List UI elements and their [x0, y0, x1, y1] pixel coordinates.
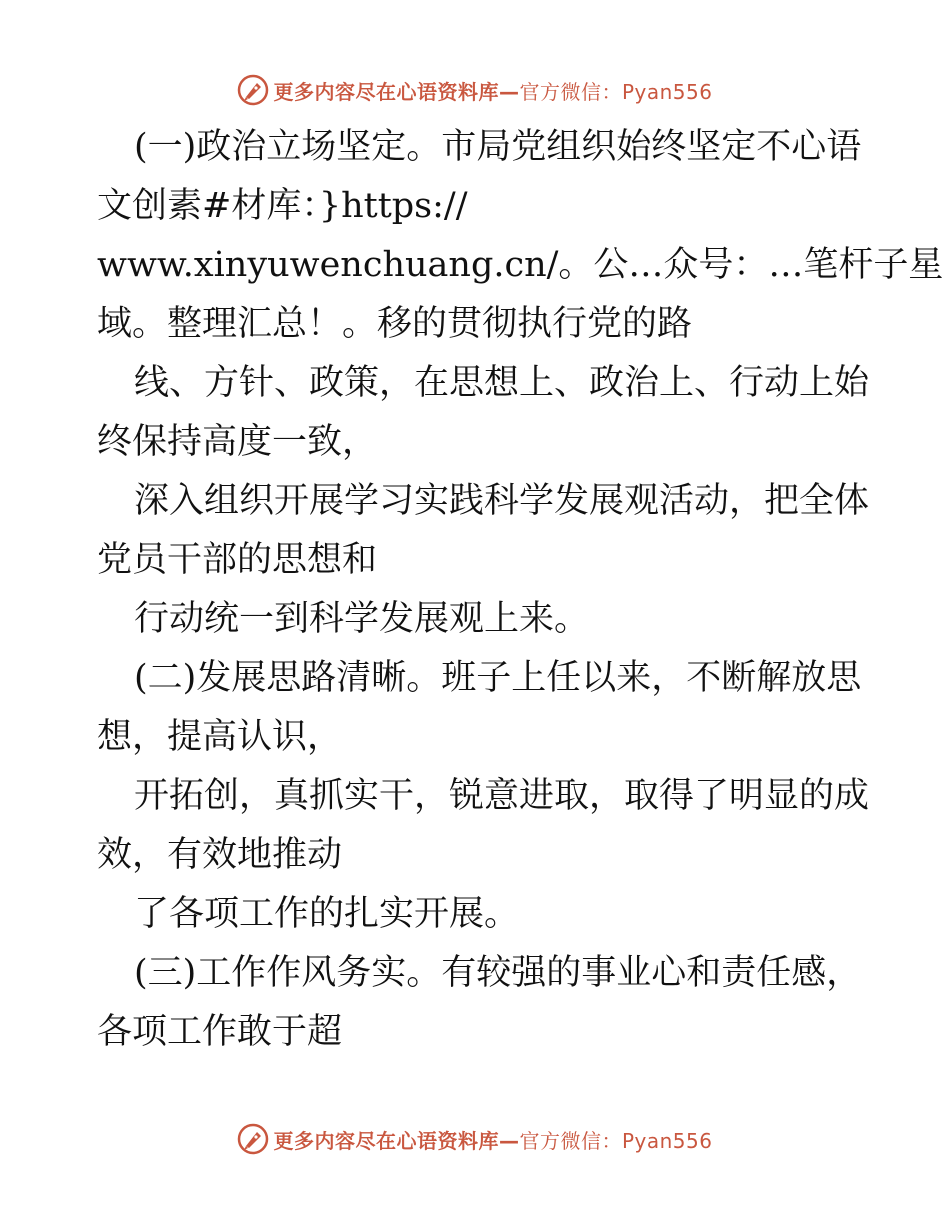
header-watermark-banner [0, 70, 950, 110]
text-line: (一)政治立场坚定。市局党组织始终坚定不心语 [134, 127, 862, 167]
text-line: 深入组织开展学习实践科学发展观活动，把全体 [134, 481, 870, 521]
text-line: 文创素#材库：}https:// [97, 186, 468, 226]
text-line: 线、方针、政策，在思想上、政治上、行动上始 [134, 363, 870, 403]
pen-nib-logo-icon [237, 74, 269, 106]
text-line: 域。整理汇总！。移的贯彻执行党的路 [97, 304, 693, 344]
banner-wechat-text: 官方微信：Pyan556 [519, 1128, 713, 1153]
text-line: 了各项工作的扎实开展。 [134, 894, 520, 934]
text-line: 各项工作敢于超 [97, 1012, 343, 1052]
document-body [97, 118, 944, 1062]
banner-text: 更多内容尽在心语资料库—官方微信：Pyan556 [273, 79, 713, 104]
text-line: 想，提高认识， [97, 717, 343, 757]
text-line: 行动统一到科学发展观上来。 [134, 599, 590, 639]
banner-text: 更多内容尽在心语资料库—官方微信：Pyan556 [273, 1128, 713, 1153]
text-line: 终保持高度一致， [97, 422, 378, 462]
text-line: 开拓创，真抓实干，锐意进取，取得了明显的成 [134, 776, 870, 816]
footer-watermark-banner [0, 1119, 950, 1159]
text-line: 效，有效地推动 [97, 835, 343, 875]
text-line: (三)工作作风务实。有较强的事业心和责任感， [134, 953, 862, 993]
text-line: 党员干部的思想和 [97, 540, 378, 580]
text-line: (二)发展思路清晰。班子上任以来，不断解放思 [134, 658, 862, 698]
text-line: www.xinyuwenchuang.cn/。公…众号：…笔杆子星 [97, 245, 944, 285]
pen-nib-logo-icon [237, 1123, 269, 1155]
banner-wechat-text: 官方微信：Pyan556 [519, 79, 713, 104]
